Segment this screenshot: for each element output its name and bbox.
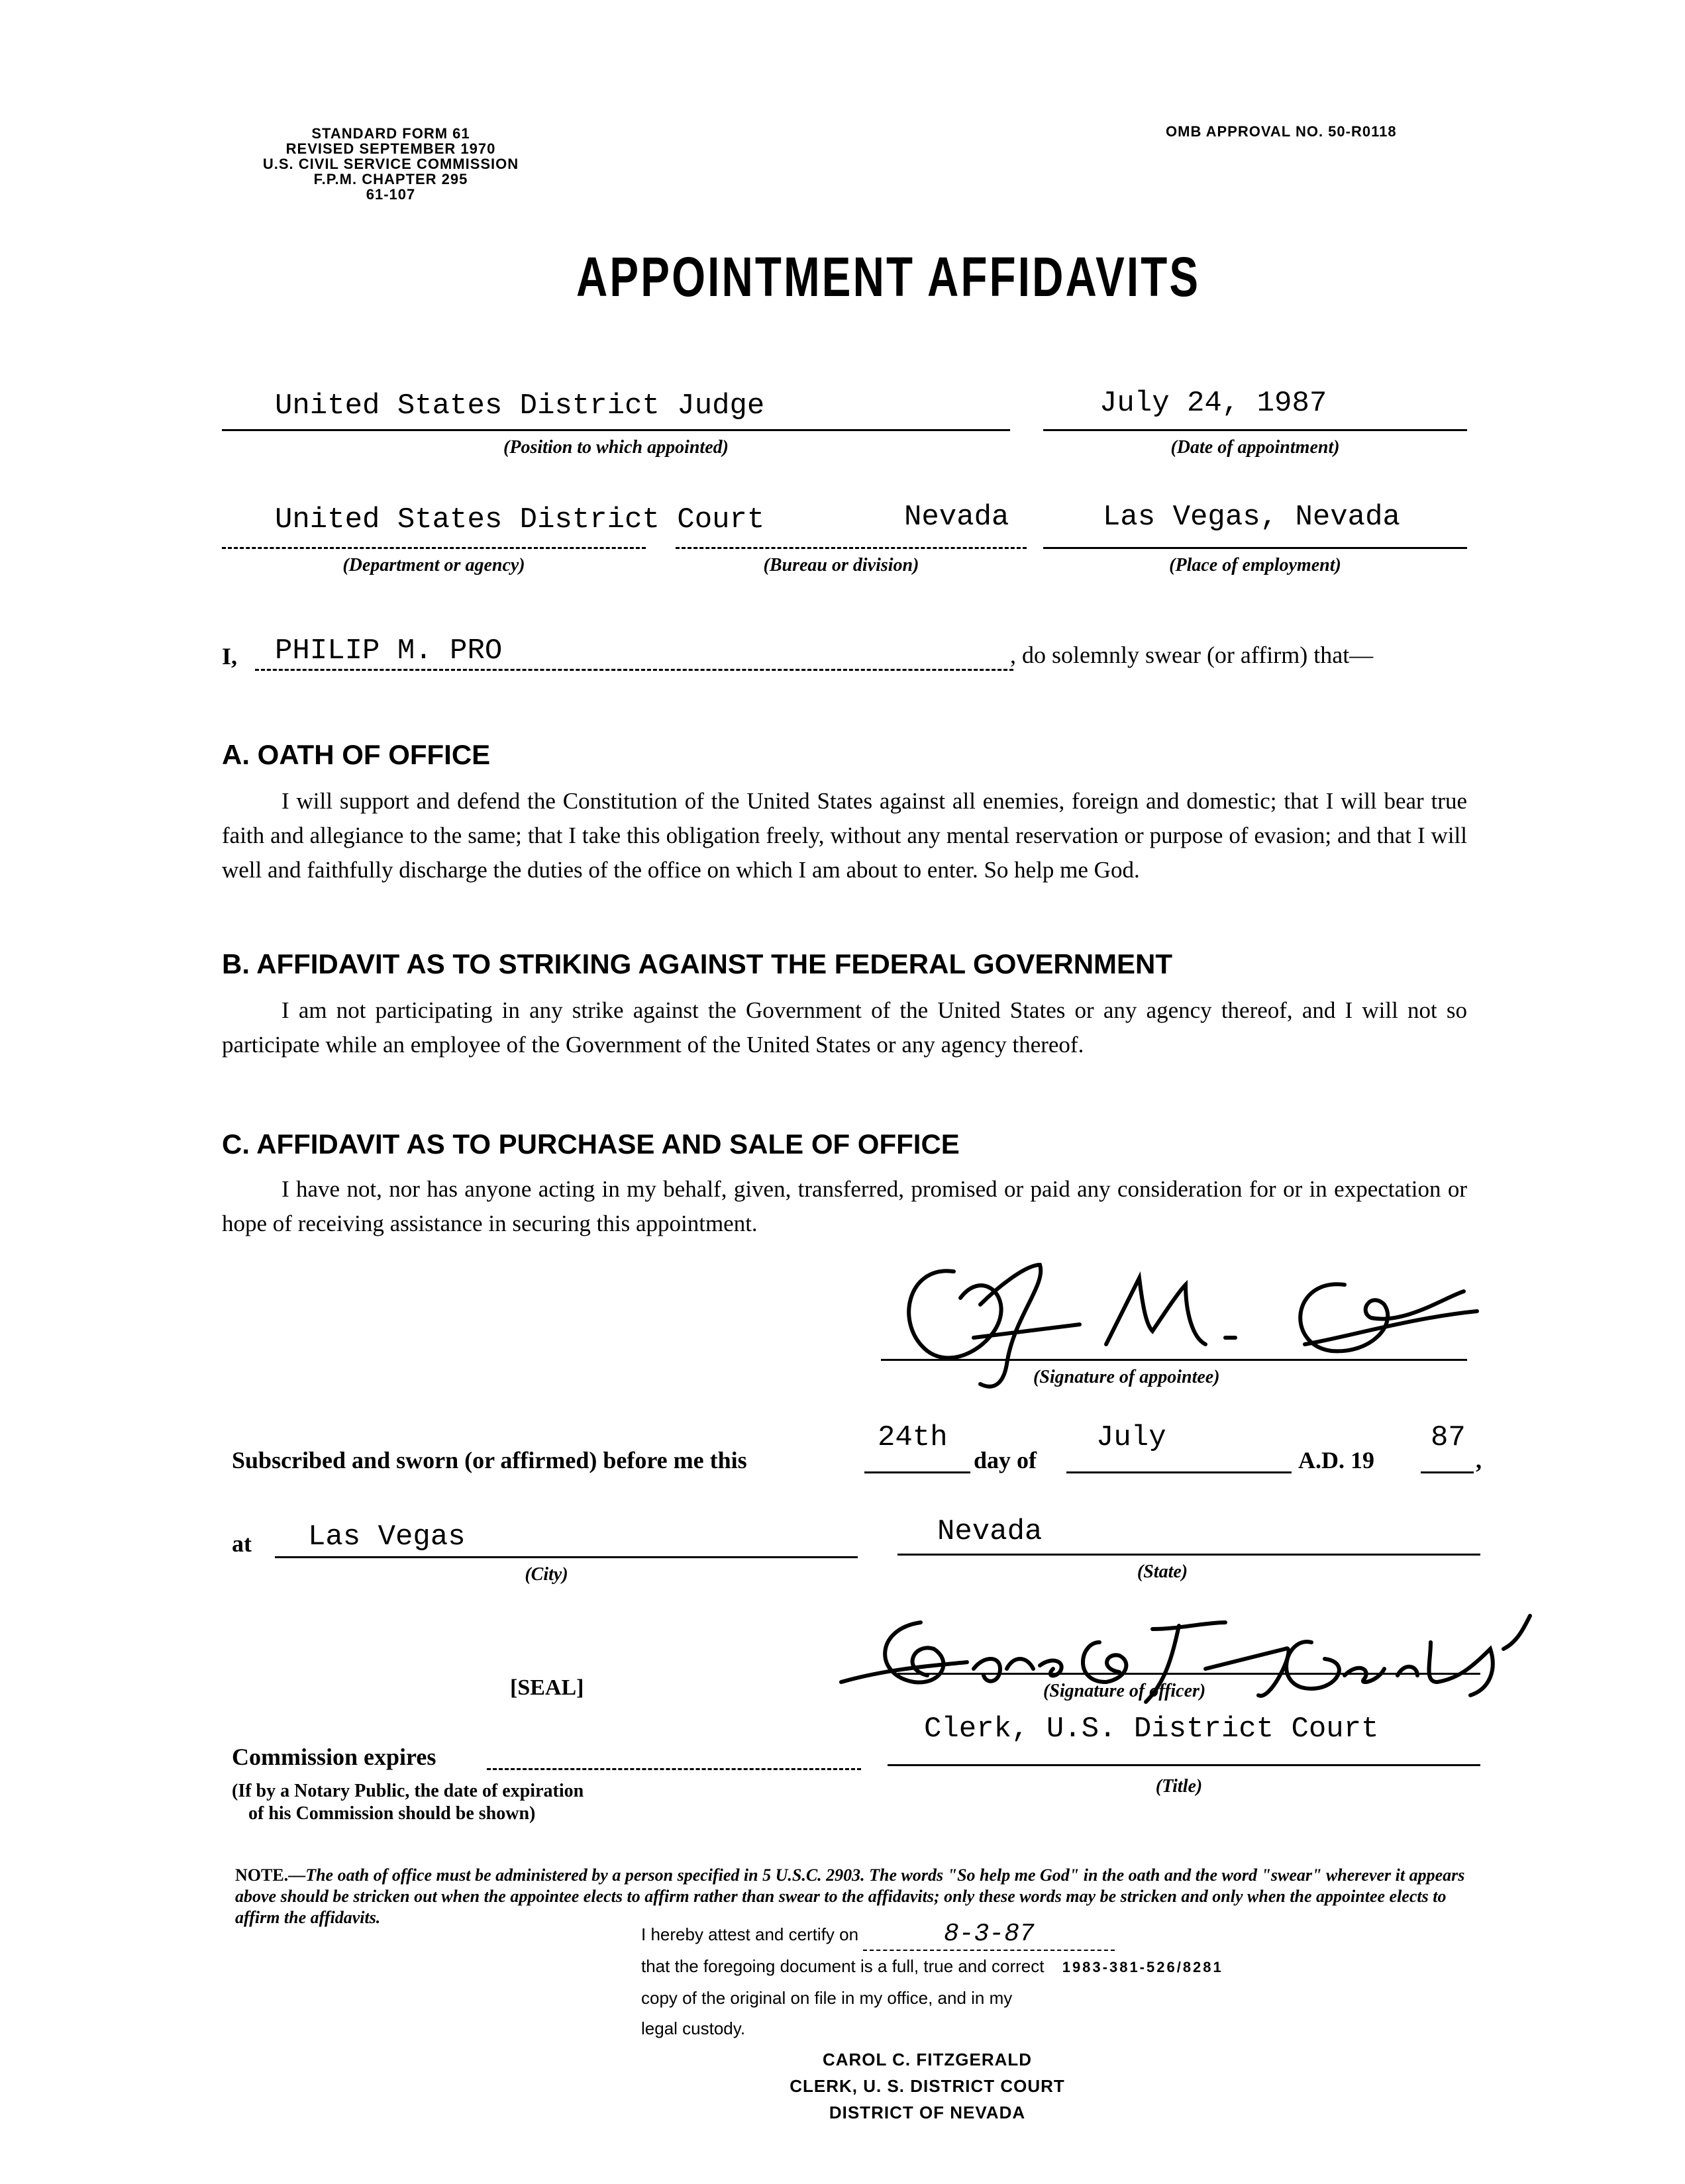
sworn-month-line (1066, 1471, 1292, 1473)
sworn-ad: A.D. 19 (1298, 1447, 1374, 1473)
attest-line1: I hereby attest and certify on (641, 1924, 859, 1944)
sworn-day[interactable]: 24th (878, 1421, 948, 1454)
date-appointment-line (1043, 429, 1467, 431)
city-caption: (City) (525, 1564, 568, 1585)
state-value[interactable]: Nevada (937, 1515, 1043, 1548)
section-a-text: I will support and defend the Constitution of the United States against all enemies, foreign and domestic; that I will bear true faith and allegiance to the same; that I take this obligation freely, without any mental reservation or purpose of evasion; and that I will well and faithfully discharge the duties of the office on which I am about to enter. So help me God. (222, 788, 1467, 883)
section-b-body (222, 993, 1467, 1062)
attest-line4: legal custody. (641, 2018, 746, 2038)
officer-signature-line (897, 1673, 1480, 1675)
appointee-name-line (255, 669, 1013, 671)
officer-signature (835, 1603, 1537, 1722)
section-c-body (222, 1172, 1467, 1241)
page-title: APPOINTMENT AFFIDAVITS (576, 246, 1201, 308)
commission-label: Commission expires (232, 1744, 436, 1770)
stamp-name: CAROL C. FITZGERALD (822, 2050, 1033, 2069)
place-caption: (Place of employment) (1169, 555, 1341, 575)
department-caption: (Department or agency) (342, 555, 525, 575)
section-b-text: I am not participating in any strike against the Government of the United States or any agency thereof, and I will not so participate while an employee of the Government of the United States or any agency thereof. (222, 997, 1467, 1058)
commission-note-line1: (If by a Notary Public, the date of expiration (232, 1781, 584, 1801)
omb-approval: OMB APPROVAL NO. 50-R0118 (1166, 123, 1397, 140)
state-line (897, 1554, 1480, 1556)
bureau-line (676, 547, 1027, 549)
department-line (222, 547, 646, 549)
attest-line2: that the foregoing document is a full, true and correct (641, 1956, 1045, 1976)
bureau-caption: (Bureau or division) (763, 555, 919, 575)
officer-title-caption: (Title) (1155, 1776, 1203, 1797)
city-value[interactable]: Las Vegas (308, 1520, 466, 1554)
oath-suffix: , do solemnly swear (or affirm) that— (1010, 642, 1374, 668)
at-label: at (232, 1530, 252, 1557)
stamp-office: CLERK, U. S. DISTRICT COURT (790, 2076, 1065, 2096)
position-caption: (Position to which appointed) (503, 437, 729, 458)
officer-signature-caption: (Signature of officer) (1043, 1681, 1206, 1701)
oath-prefix: I, (222, 643, 238, 670)
attest-date: 8-3-87 (863, 1919, 1115, 1951)
commission-note (232, 1780, 584, 1825)
officer-title-line (888, 1764, 1480, 1766)
officer-title-value[interactable]: Clerk, U.S. District Court (924, 1712, 1379, 1746)
commission-note-line2: of his Commission should be shown) (248, 1803, 536, 1824)
position-line (222, 429, 1010, 431)
clerk-stamp (729, 2046, 1126, 2126)
sworn-year[interactable]: 87 (1431, 1421, 1466, 1454)
attest-line2-row (641, 1951, 1223, 1983)
commission-line (487, 1768, 861, 1770)
sworn-day-line (864, 1471, 970, 1473)
date-appointment-value[interactable]: July 24, 1987 (1099, 387, 1327, 420)
seal-label: [SEAL] (510, 1675, 584, 1700)
form-revision: REVISED SEPTEMBER 1970 (285, 140, 496, 157)
sworn-day-of: day of (974, 1447, 1037, 1473)
sworn-prefix: Subscribed and sworn (or affirmed) before me this (232, 1447, 747, 1473)
place-value[interactable]: Las Vegas, Nevada (1103, 501, 1400, 534)
attest-block (641, 1919, 1223, 2044)
state-caption: (State) (1137, 1562, 1188, 1582)
form-number: STANDARD FORM 61 (311, 125, 470, 142)
department-value[interactable]: United States District Court (275, 503, 765, 536)
section-c-heading: C. AFFIDAVIT AS TO PURCHASE AND SALE OF OFFICE (222, 1128, 960, 1160)
sworn-month[interactable]: July (1096, 1421, 1166, 1454)
form-code: 61-107 (366, 186, 416, 203)
appointee-name[interactable]: PHILIP M. PRO (275, 634, 503, 668)
sworn-comma: , (1476, 1447, 1482, 1473)
section-c-text: I have not, nor has anyone acting in my behalf, given, transferred, promised or paid any consideration for or in expectation or hope of receiving assistance in securing this appointment. (222, 1176, 1467, 1236)
section-b-heading: B. AFFIDAVIT AS TO STRIKING AGAINST THE FEDERAL GOVERNMENT (222, 948, 1173, 979)
attest-line3: copy of the original on file in my office, and in my (641, 1988, 1013, 2008)
form-identifier (219, 126, 563, 202)
date-appointment-caption: (Date of appointment) (1170, 437, 1340, 458)
print-code: 1983-381-526/8281 (1062, 1959, 1223, 1975)
form-agency: U.S. CIVIL SERVICE COMMISSION (262, 156, 519, 172)
note-text: The oath of office must be administered by a person specified in 5 U.S.C. 2903. The words "So help me God" in the oath and the word "swear" wherever it appears above should be stricken out when the appointee elects to affirm rather than swear to the affidavits; only these words may be stricken and only when the appointee elects to affirm the affidavits. (235, 1865, 1465, 1927)
appointee-signature-caption: (Signature of appointee) (1033, 1367, 1220, 1387)
section-a-heading: A. OATH OF OFFICE (222, 739, 491, 770)
section-a-body (222, 784, 1467, 887)
appointee-signature-line (881, 1359, 1467, 1361)
attest-line1-row (641, 1919, 1223, 1951)
form-chapter: F.P.M. CHAPTER 295 (313, 171, 468, 187)
position-value[interactable]: United States District Judge (275, 389, 765, 422)
place-line (1043, 547, 1467, 549)
bureau-value[interactable]: Nevada (904, 501, 1009, 534)
note-label: NOTE.— (235, 1865, 306, 1885)
sworn-year-line (1421, 1471, 1474, 1473)
stamp-district: DISTRICT OF NEVADA (829, 2103, 1026, 2122)
city-line (275, 1556, 858, 1558)
